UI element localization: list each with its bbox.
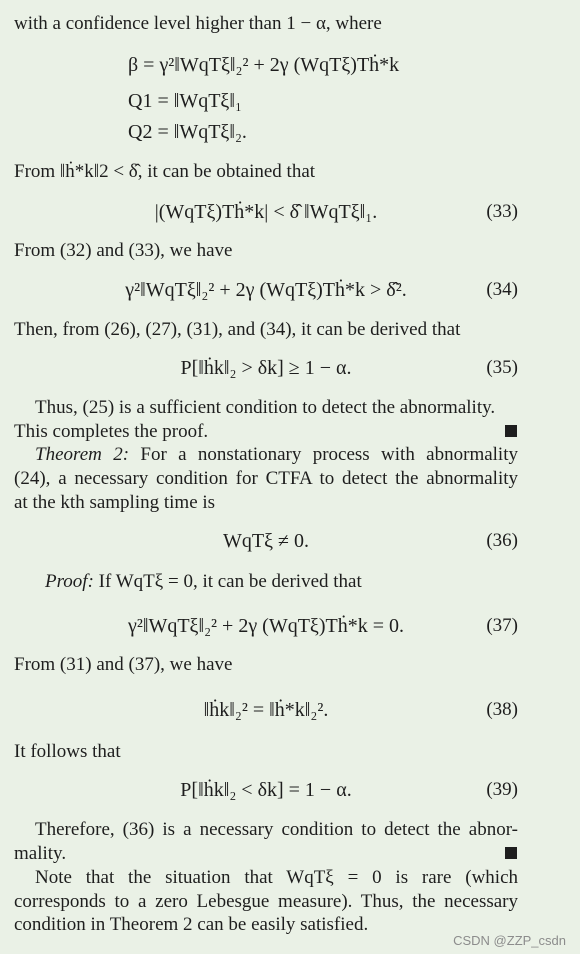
proof-text: If WqTξ = 0, it can be derived that — [93, 571, 362, 592]
text-line: This completes the proof. — [14, 421, 209, 442]
equation-37 — [14, 611, 518, 641]
text-line: From (32) and (33), we have — [14, 240, 233, 261]
proof-line — [45, 570, 518, 594]
equation-body: |(WqTξ)Tḣ*k| < δ̂ ‖WqTξ‖₁. — [154, 201, 378, 223]
equation-q2: Q2 = ‖WqTξ‖₂. — [128, 121, 247, 143]
text-line: From (31) and (37), we have — [14, 654, 233, 675]
equation-36 — [14, 526, 518, 556]
qed-square-icon — [505, 425, 517, 437]
text-line: It follows that — [14, 741, 121, 762]
watermark: CSDN @ZZP_csdn — [453, 933, 566, 948]
equation-body: P[‖ḣk‖₂ > δk] ≥ 1 − α. — [180, 357, 352, 379]
equation-number: (37) — [486, 615, 518, 636]
equation-number: (33) — [486, 201, 518, 222]
text-line: with a confidence level higher than 1 − α, where — [14, 13, 382, 34]
equation-35 — [14, 353, 518, 383]
text-line: Therefore, (36) is a necessary condition to detect the abnor- — [35, 819, 518, 840]
equation-39 — [14, 775, 518, 805]
qed-square-icon — [505, 847, 517, 859]
equation-body: P[‖ḣk‖₂ < δk] = 1 − α. — [180, 779, 352, 801]
equation-number: (39) — [486, 779, 518, 800]
equation-beta: β = γ²‖WqTξ‖₂² + 2γ (WqTξ)Tḣ*k — [128, 54, 400, 76]
equation-33 — [14, 197, 518, 227]
text-line: Then, from (26), (27), (31), and (34), it can be derived that — [14, 319, 461, 340]
proof-label: Proof: — [45, 571, 94, 592]
theorem-text: For a nonstationary process with abnormality — [129, 444, 518, 465]
text-line: mality. — [14, 843, 67, 864]
equation-body: ‖ḣk‖₂² = ‖ḣ*k‖₂². — [203, 699, 329, 721]
text-line: corresponds to a zero Lebesgue measure). Thus, the necessary — [14, 891, 518, 912]
equation-body: γ²‖WqTξ‖₂² + 2γ (WqTξ)Tḣ*k = 0. — [128, 615, 404, 637]
equation-number: (35) — [486, 357, 518, 378]
equation-38 — [14, 695, 518, 725]
theorem-label: Theorem 2: — [35, 444, 130, 465]
equation-body: WqTξ ≠ 0. — [223, 530, 309, 552]
text-line: Note that the situation that WqTξ = 0 is rare (which — [35, 867, 518, 888]
equation-q1: Q1 = ‖WqTξ‖₁ — [128, 90, 242, 112]
equation-number: (34) — [486, 279, 518, 300]
text-line: Thus, (25) is a sufficient condition to detect the abnormality. — [35, 397, 496, 418]
equation-number: (36) — [486, 530, 518, 551]
equation-body: γ²‖WqTξ‖₂² + 2γ (WqTξ)Tḣ*k > δ̂². — [125, 279, 407, 301]
text-line: condition in Theorem 2 can be easily satisfied. — [14, 914, 369, 935]
equation-number: (38) — [486, 699, 518, 720]
text-line: at the kth sampling time is — [14, 492, 216, 513]
text-line: (24), a necessary condition for CTFA to detect the abnormality — [14, 468, 518, 489]
text-line: From ‖ḣ*k‖2 < δ̂, it can be obtained that — [14, 161, 316, 182]
equation-34 — [14, 275, 518, 305]
theorem-line — [35, 443, 518, 467]
